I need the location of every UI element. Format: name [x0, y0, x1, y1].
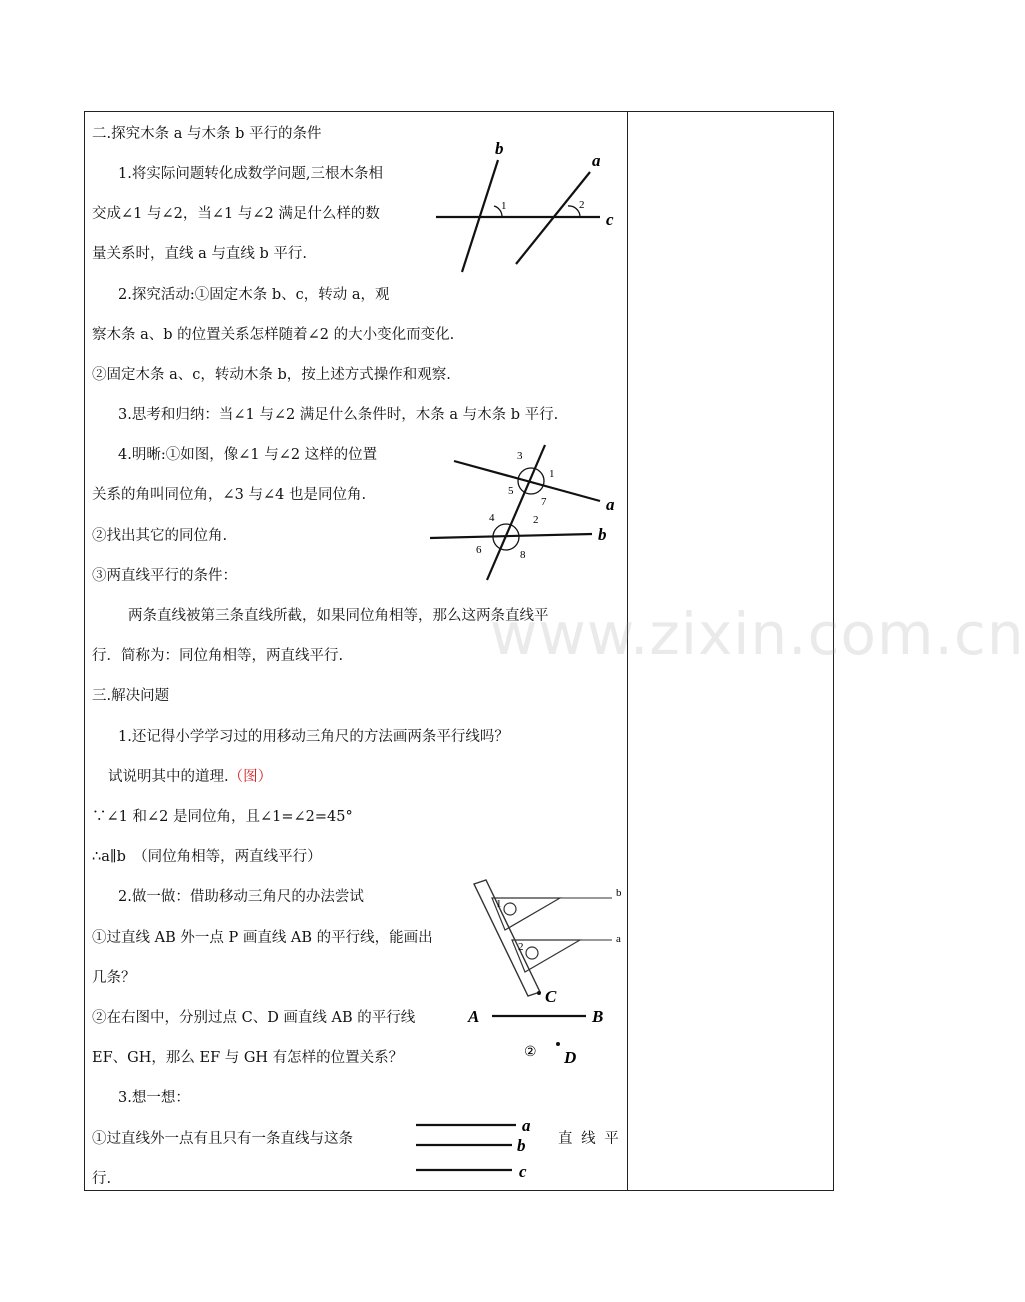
section-2-title: 二.探究木条 a 与木条 b 平行的条件 — [92, 126, 322, 142]
text-line: ②固定木条 a、c，转动木条 b，按上述方式操作和观察. — [92, 367, 451, 383]
text-line: 试说明其中的道理.（图） — [108, 769, 273, 785]
text-line: 2.探究活动:①固定木条 b、c，转动 a，观 — [118, 287, 390, 303]
text-line: ∵∠1 和∠2 是同位角，且∠1=∠2=45° — [92, 809, 353, 825]
transversal — [487, 445, 545, 580]
label-c: c — [519, 1162, 527, 1181]
label-b: b — [598, 525, 607, 544]
text-line: 关系的角叫同位角，∠3 与∠4 也是同位角. — [92, 487, 367, 503]
figure-corresponding-angles — [430, 445, 600, 580]
angle-label: 8 — [520, 549, 526, 561]
label-D: D — [564, 1048, 577, 1067]
label-B: B — [592, 1007, 604, 1026]
angle-label: 6 — [476, 544, 482, 556]
label-b: b — [495, 139, 504, 158]
label-a: a — [522, 1116, 531, 1135]
angle-label: 5 — [508, 485, 514, 497]
text-line: 3.思考和归纳：当∠1 与∠2 满足什么条件时，木条 a 与木条 b 平行. — [118, 407, 559, 423]
text-line: ①过直线外一点有且只有一条直线与这条 — [92, 1131, 353, 1147]
label-a: a — [592, 151, 601, 170]
text-line: 交成∠1 与∠2，当∠1 与∠2 满足什么样的数 — [92, 206, 380, 222]
text-line: ∴a∥b （同位角相等，两直线平行） — [92, 849, 322, 865]
triangle-hole — [526, 947, 538, 959]
angle-label: 4 — [489, 512, 495, 524]
text-line: 3.想一想： — [118, 1090, 190, 1106]
text-line: 量关系时，直线 a 与直线 b 平行. — [92, 246, 307, 262]
section-3-title: 三.解决问题 — [92, 688, 170, 704]
label-b: b — [517, 1136, 526, 1155]
angle-label: 2 — [518, 941, 524, 953]
text-line: ③两直线平行的条件： — [92, 568, 237, 584]
angle-label: 2 — [533, 514, 539, 526]
label-a: a — [616, 933, 621, 945]
angle-label: 2 — [579, 199, 585, 211]
line-b — [430, 534, 592, 538]
text-line: 1.还记得小学学习过的用移动三角尺的方法画两条平行线吗？ — [118, 729, 509, 745]
text-line: 两条直线被第三条直线所截，如果同位角相等，那么这两条直线平 — [128, 608, 549, 624]
text-line: 几条？ — [92, 970, 136, 986]
label-A: A — [468, 1007, 480, 1026]
angle-label: 3 — [517, 450, 523, 462]
text-line: 2.做一做：借助移动三角尺的办法尝试 — [118, 889, 364, 905]
watermark: www.zixin.com.cn — [490, 600, 1025, 668]
text-line: 直 线 平 — [558, 1131, 621, 1147]
figure-reference: （图） — [228, 769, 273, 785]
angle-label: 1 — [501, 200, 507, 212]
figure-parallel-lines — [416, 1125, 516, 1170]
text-line: 1.将实际问题转化成数学问题,三根木条相 — [118, 166, 383, 182]
angle-label: 7 — [541, 496, 547, 508]
line-a — [454, 461, 600, 501]
figure-triangle-ruler — [474, 880, 612, 996]
text-line: ②找出其它的同位角. — [92, 528, 228, 544]
text-line: 行. — [92, 1171, 112, 1187]
figure-line-ab — [492, 991, 586, 1046]
angle-label: 1 — [496, 898, 502, 910]
text-line: 察木条 a、b 的位置关系怎样随着∠2 的大小变化而变化. — [92, 327, 455, 343]
label-C: C — [545, 987, 557, 1006]
figure-angles-1-2 — [436, 160, 600, 272]
text-line: EF、GH，那么 EF 与 GH 有怎样的位置关系？ — [92, 1050, 404, 1066]
point-c — [537, 991, 541, 995]
angle-label: 1 — [549, 468, 555, 480]
text-line: 4.明晰:①如图，像∠1 与∠2 这样的位置 — [118, 447, 378, 463]
text-line: ①过直线 AB 外一点 P 画直线 AB 的平行线，能画出 — [92, 930, 433, 946]
label-b: b — [616, 887, 622, 899]
text-line: ②在右图中，分别过点 C、D 画直线 AB 的平行线 — [92, 1010, 416, 1026]
point-d — [556, 1042, 560, 1046]
triangle-hole — [504, 903, 516, 915]
label-c: c — [606, 210, 614, 229]
circled-number: ② — [524, 1045, 537, 1060]
label-a: a — [606, 495, 615, 514]
text-line: 行．简称为：同位角相等，两直线平行. — [92, 648, 344, 664]
